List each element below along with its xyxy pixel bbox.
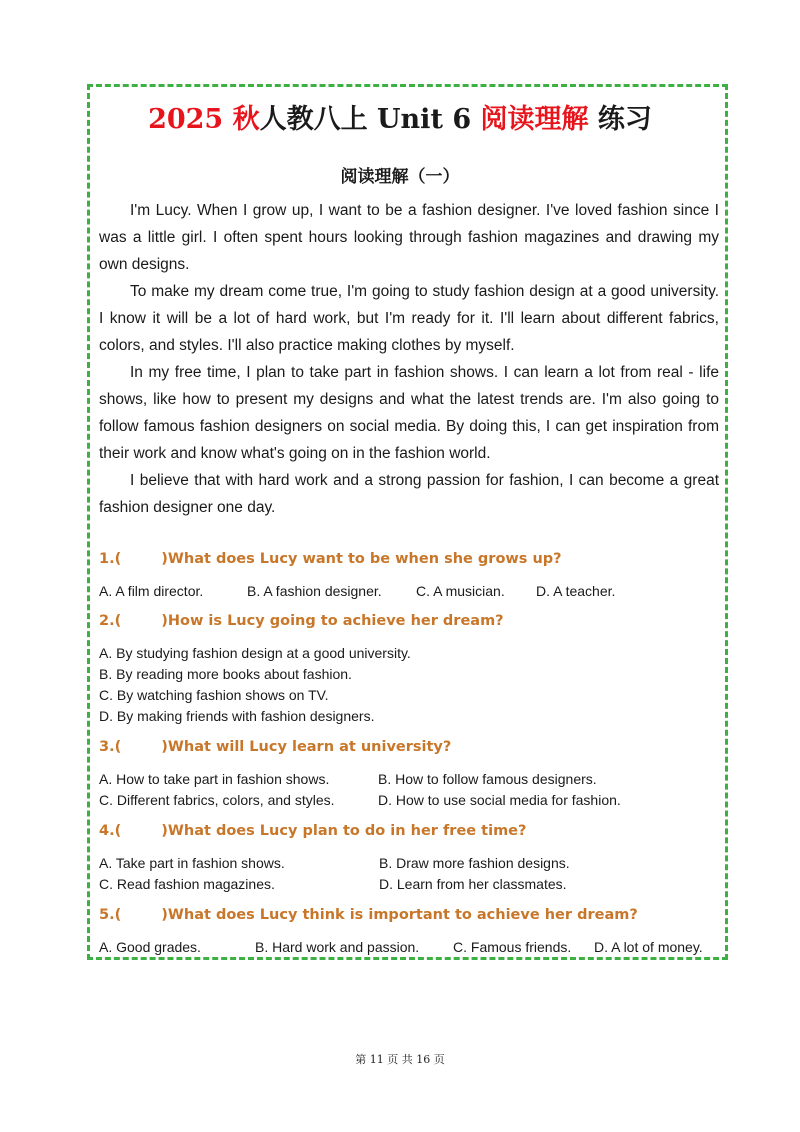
paren-close: )	[161, 551, 168, 567]
paren-close: )	[161, 823, 168, 839]
question-number: 1.(	[99, 551, 122, 567]
title-reading-comprehension: 阅读理解	[480, 104, 589, 135]
option-b: B. By reading more books about fashion.	[99, 666, 352, 682]
question-text: What does Lucy think is important to achieve her dream?	[167, 907, 638, 923]
title-practice: 练习	[588, 104, 652, 135]
page-number-footer: 第 11 页 共 16 页	[355, 1053, 445, 1066]
paren-close: )	[161, 613, 168, 629]
question-number: 2.(	[99, 613, 122, 629]
paren-close: )	[161, 907, 168, 923]
reading-passage	[99, 197, 719, 521]
option-d: D. How to use social media for fashion.	[378, 792, 621, 808]
question-text: What does Lucy plan to do in her free time?	[167, 823, 527, 839]
page-title	[0, 97, 800, 136]
option-b: B. Hard work and passion.	[255, 939, 420, 955]
question-text: How is Lucy going to achieve her dream?	[167, 613, 504, 629]
question-number: 4.(	[99, 823, 122, 839]
title-year-season: 2025 秋	[148, 104, 260, 135]
option-a: A. A film director.	[99, 583, 204, 599]
option-c: C. Famous friends.	[453, 939, 572, 955]
question-number: 5.(	[99, 907, 122, 923]
passage-paragraph: To make my dream come true, I'm going to study fashion design at a good university. I know it will be a lot of hard work, but I'm ready for it. I'll learn about different fabrics, colors, and styles. I'll also practice making clothes by myself.	[99, 283, 719, 354]
option-b: B. Draw more fashion designs.	[379, 855, 570, 871]
option-c: C. Read fashion magazines.	[99, 876, 275, 892]
section-title: 阅读理解（一）	[340, 167, 460, 187]
option-d: D. By making friends with fashion designers.	[99, 708, 375, 724]
passage-paragraph: In my free time, I plan to take part in fashion shows. I can learn a lot from real - life shows, like how to present my designs and what the latest trends are. I'm also going to follow famous fashion designers on social media. By doing this, I can get inspiration from their work and know what's going on in the fashion world.	[99, 364, 719, 462]
option-d: D. A lot of money.	[594, 939, 703, 955]
passage-paragraph: I'm Lucy. When I grow up, I want to be a fashion designer. I've loved fashion since I was a little girl. I often spent hours looking through fashion magazines and drawing my own designs.	[99, 202, 719, 273]
option-d: D. A teacher.	[536, 583, 616, 599]
option-a: A. Take part in fashion shows.	[99, 855, 285, 871]
passage-paragraph: I believe that with hard work and a strong passion for fashion, I can become a great fashion designer one day.	[99, 472, 719, 516]
option-a: A. Good grades.	[99, 939, 201, 955]
question-5	[99, 907, 638, 923]
question-1	[99, 551, 562, 567]
option-a: A. By studying fashion design at a good university.	[99, 645, 411, 661]
question-4	[99, 823, 526, 839]
question-text: What does Lucy want to be when she grows up?	[167, 551, 562, 567]
option-c: C. By watching fashion shows on TV.	[99, 687, 329, 703]
question-text: What will Lucy learn at university?	[167, 739, 452, 755]
question-2	[99, 613, 504, 629]
option-b: B. How to follow famous designers.	[378, 771, 597, 787]
option-c: C. Different fabrics, colors, and styles.	[99, 792, 335, 808]
option-d: D. Learn from her classmates.	[379, 876, 567, 892]
option-a: A. How to take part in fashion shows.	[99, 771, 330, 787]
option-b: B. A fashion designer.	[247, 583, 382, 599]
option-c: C. A musician.	[416, 583, 505, 599]
question-number: 3.(	[99, 739, 122, 755]
question-3	[99, 739, 451, 755]
paren-close: )	[161, 739, 168, 755]
title-textbook-unit: 人教八上 Unit 6	[259, 104, 481, 135]
